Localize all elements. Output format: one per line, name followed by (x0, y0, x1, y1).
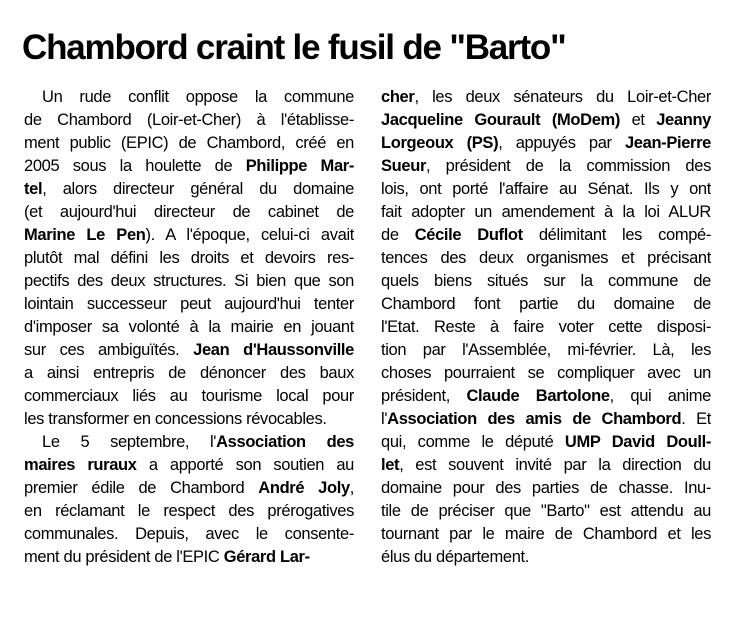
text-run: qui, comme le député (381, 433, 565, 451)
bold-name: Jeanny (656, 111, 711, 129)
text-line (24, 201, 354, 224)
bold-name: Lorgeoux (PS) (381, 134, 499, 152)
text-run: commerciaux liés au tourisme local pour (24, 387, 354, 405)
text-run: délimitant les compé- (522, 226, 711, 244)
text-run: domaine pour des parties de chasse. Inu- (381, 479, 711, 497)
bold-name: cher (381, 88, 415, 106)
text-line (381, 270, 711, 293)
text-line (24, 523, 354, 546)
text-line (24, 316, 354, 339)
text-run: Le 5 septembre, l' (42, 433, 217, 451)
text-line (381, 546, 711, 569)
article-title: Chambord craint le fusil de "Barto" (22, 28, 566, 67)
text-line (381, 523, 711, 546)
text-line (24, 385, 354, 408)
text-run: ment public (EPIC) de Chambord, créé en (24, 134, 354, 152)
text-line (24, 224, 354, 247)
text-line (381, 362, 711, 385)
bold-name: Sueur (381, 157, 427, 175)
text-run: a ainsi entrepris de dénoncer des baux (24, 364, 354, 382)
left-column (24, 86, 354, 569)
bold-name: let (381, 456, 400, 474)
text-line (381, 316, 711, 339)
text-run: en réclamant le respect des prérogatives (24, 502, 354, 520)
text-run: , président de la commission des (426, 157, 711, 175)
text-run: tences des deux organismes et précisant (381, 249, 711, 267)
text-line (24, 178, 354, 201)
text-run: Un rude conflit oppose la commune (42, 88, 354, 106)
bold-name: Gérard Lar- (223, 548, 310, 566)
text-line (24, 293, 354, 316)
text-run: fait adopter un amendement à la loi ALUR (381, 203, 711, 221)
text-run: a apporté son soutien au (136, 456, 354, 474)
text-line (24, 339, 354, 362)
text-run: 2005 sous la houlette de (24, 157, 246, 175)
bold-name: Marine Le Pen (24, 226, 146, 244)
text-run: ment du président de l'EPIC (24, 548, 224, 566)
text-line (24, 500, 354, 523)
text-run: et (620, 111, 657, 129)
text-run: l' (381, 410, 388, 428)
bold-name: Association des amis de Chambord (387, 410, 682, 428)
text-line (381, 431, 711, 454)
text-run: d'imposer sa volonté à la mairie en jouant (24, 318, 354, 336)
right-column (381, 86, 711, 569)
text-line (381, 293, 711, 316)
text-run: pectifs des deux structures. Si bien que son (24, 272, 354, 290)
text-run: premier édile de Chambord (24, 479, 259, 497)
text-line (381, 155, 711, 178)
text-line (381, 454, 711, 477)
text-line (381, 224, 711, 247)
text-run: quels biens situés sur la commune de (381, 272, 711, 290)
text-run: , appuyés par (498, 134, 625, 152)
text-line (381, 339, 711, 362)
text-run: , les deux sénateurs du Loir-et-Cher (414, 88, 711, 106)
bold-name: maires ruraux (24, 456, 137, 474)
text-line (381, 247, 711, 270)
text-line (24, 362, 354, 385)
text-line (381, 132, 711, 155)
text-line (381, 109, 711, 132)
text-line (24, 109, 354, 132)
bold-name: Jean d'Haussonville (193, 341, 354, 359)
text-run: sur ces ambiguïtés. (24, 341, 194, 359)
text-line (381, 385, 711, 408)
text-run: communales. Depuis, avec le consente- (24, 525, 354, 543)
text-line (24, 431, 354, 454)
bold-name: André Joly (258, 479, 350, 497)
text-line (381, 178, 711, 201)
bold-name: Cécile Duflot (414, 226, 523, 244)
text-run: , alors directeur général du domaine (42, 180, 354, 198)
text-run: de (381, 226, 415, 244)
text-run: choses pourraient se compliquer avec un (381, 364, 711, 382)
text-line (24, 155, 354, 178)
bold-name: tel (24, 180, 43, 198)
text-run: les transformer en concessions révocables. (24, 410, 327, 428)
text-run: tile de préciser que "Barto" est attendu au (381, 502, 711, 520)
text-line (24, 477, 354, 500)
text-run: élus du département. (381, 548, 530, 566)
bold-name: Jean-Pierre (624, 134, 711, 152)
bold-name: Jacqueline Gourault (MoDem) (381, 111, 621, 129)
text-line (24, 247, 354, 270)
text-run: . Et (681, 410, 711, 428)
text-run: , est souvent invité par la direction du (399, 456, 711, 474)
text-line (24, 408, 354, 431)
bold-name: UMP David Doull- (564, 433, 711, 451)
text-line (24, 270, 354, 293)
text-line (24, 454, 354, 477)
text-run: tournant par le maire de Chambord et les (381, 525, 711, 543)
text-line (24, 132, 354, 155)
bold-name: Claude Bartolone (466, 387, 610, 405)
text-run: lointain successeur peut aujourd'hui tenter (24, 295, 354, 313)
bold-name: Association des (216, 433, 354, 451)
text-line (24, 86, 354, 109)
text-run: , qui anime (609, 387, 711, 405)
text-run: de Chambord (Loir-et-Cher) à l'établisse- (24, 111, 354, 129)
text-run: lois, ont porté l'affaire au Sénat. Ils y ont (381, 180, 711, 198)
text-run: tion par l'Assemblée, mi-février. Là, les (381, 341, 711, 359)
text-line (381, 408, 711, 431)
text-run: plutôt mal défini les droits et devoirs res- (24, 249, 354, 267)
text-line (381, 477, 711, 500)
text-run: l'Etat. Reste à faire voter cette disposi- (381, 318, 711, 336)
text-line (381, 500, 711, 523)
text-run: (et aujourd'hui directeur de cabinet de (24, 203, 354, 221)
text-run: ). A l'époque, celui-ci avait (145, 226, 354, 244)
bold-name: Philippe Mar- (245, 157, 354, 175)
text-run: Chambord font partie du domaine de (381, 295, 711, 313)
text-line (381, 201, 711, 224)
text-line (381, 86, 711, 109)
text-run: président, (381, 387, 467, 405)
text-run: , (349, 479, 354, 497)
text-line (24, 546, 354, 569)
